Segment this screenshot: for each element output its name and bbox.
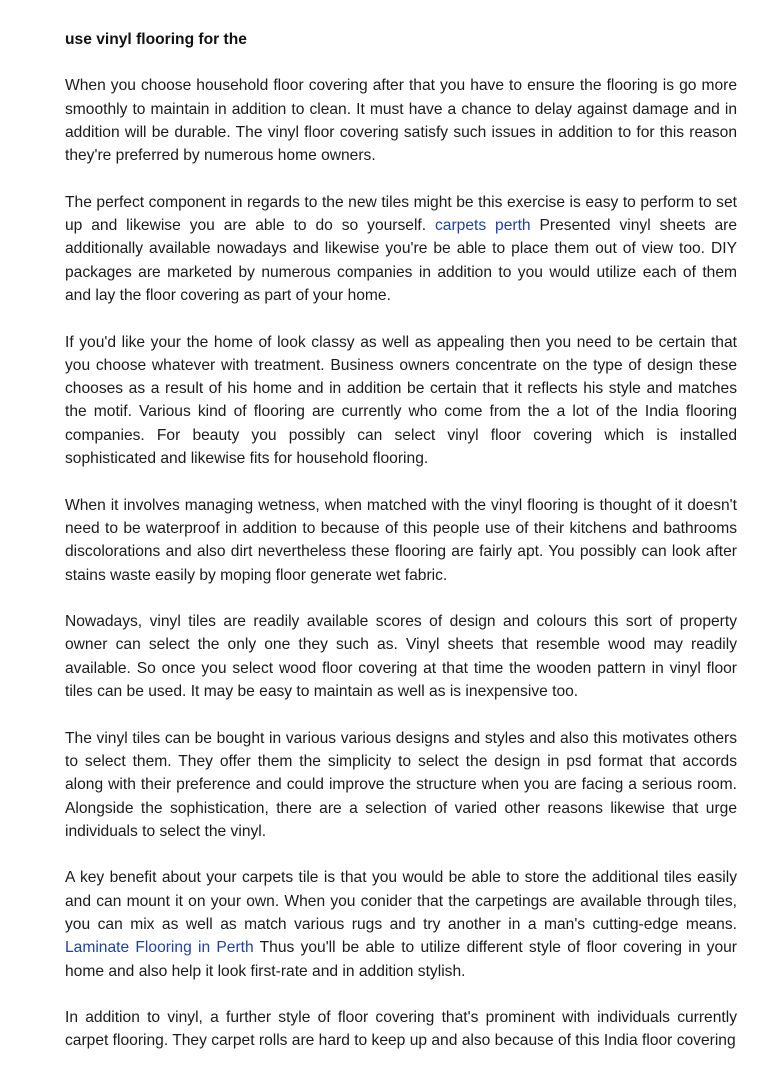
laminate-flooring-perth-link[interactable]: Laminate Flooring in Perth [65,939,254,957]
paragraph-4: When it involves managing wetness, when matched with the vinyl flooring is thought of it doesn't need to be waterproof in addition to because of this people use of their kitchens and bathrooms discolorations and also dirt nevertheless these flooring are fairly apt. You possibly can look after stains waste easily by moping floor generate wet fabric. [65,496,737,584]
paragraph-7 [65,866,737,982]
paragraph-7-text-before: A key benefit about your carpets tile is that you would be able to store the additional tiles easily and can mount it on your own. When you conider that the carpetings are available through tiles, you can mix as well as match various rugs and try another in a man's cutting-edge means. [65,869,737,933]
paragraph-2 [65,191,737,307]
paragraph-2-text-before: The perfect component in regards to the new tiles might be this exercise is easy to perform to set up and likewise you are able to do so yourself. [65,193,737,235]
carpets-perth-link[interactable]: carpets perth [435,217,531,235]
paragraph-6: The vinyl tiles can be bought in various various designs and styles and also this motivates others to select them. They offer them the simplicity to select the design in psd format that accords along with their preference and could improve the structure when you are facing a serious room. Alongside the sophistication, there are a selection of varied other reasons likewise that urge individuals to select the vinyl. [65,729,737,840]
paragraph-3: If you'd like your the home of look classy as well as appealing then you need to be certain that you choose whatever with treatment. Business owners concentrate on the type of design these chooses as a result of his home and in addition be certain that it reflects his style and matches the motif. Various kind of flooring are currently who come from the a lot of the India flooring companies. For beauty you possibly can select vinyl floor covering which is installed sophisticated and likewise fits for household flooring. [65,333,737,468]
document-page [65,28,737,1076]
paragraph-2-text-after: Presented vinyl sheets are additionally available nowadays and likewise you're be able to place them out of view too. DIY packages are marketed by numerous companies in addition to you would utilize each of them and lay the floor covering as part of your home. [65,217,738,304]
paragraph-8: In addition to vinyl, a further style of floor covering that's prominent with individuals currently carpet flooring. They carpet rolls are hard to keep up and also because of this India floor covering [65,1009,737,1050]
paragraph-5: Nowadays, vinyl tiles are readily available scores of design and colours this sort of property owner can select the only one they such as. Vinyl sheets that resemble wood may readily available. So once you select wood floor covering at that time the wooden pattern in vinyl floor tiles can be used. It may be easy to maintain as well as is inexpensive too. [65,613,737,701]
paragraph-7-text-after: Thus you'll be able to utilize different style of floor covering in your home and also help it look first-rate and in addition stylish. [65,939,737,980]
document-heading: use vinyl flooring for the [65,31,247,48]
paragraph-1: When you choose household floor covering after that you have to ensure the flooring is go more smoothly to maintain in addition to clean. It must have a chance to delay against damage and in addition will be durable. The vinyl floor covering satisfy such issues in addition to for this reason they're preferred by numerous home owners. [65,77,737,165]
